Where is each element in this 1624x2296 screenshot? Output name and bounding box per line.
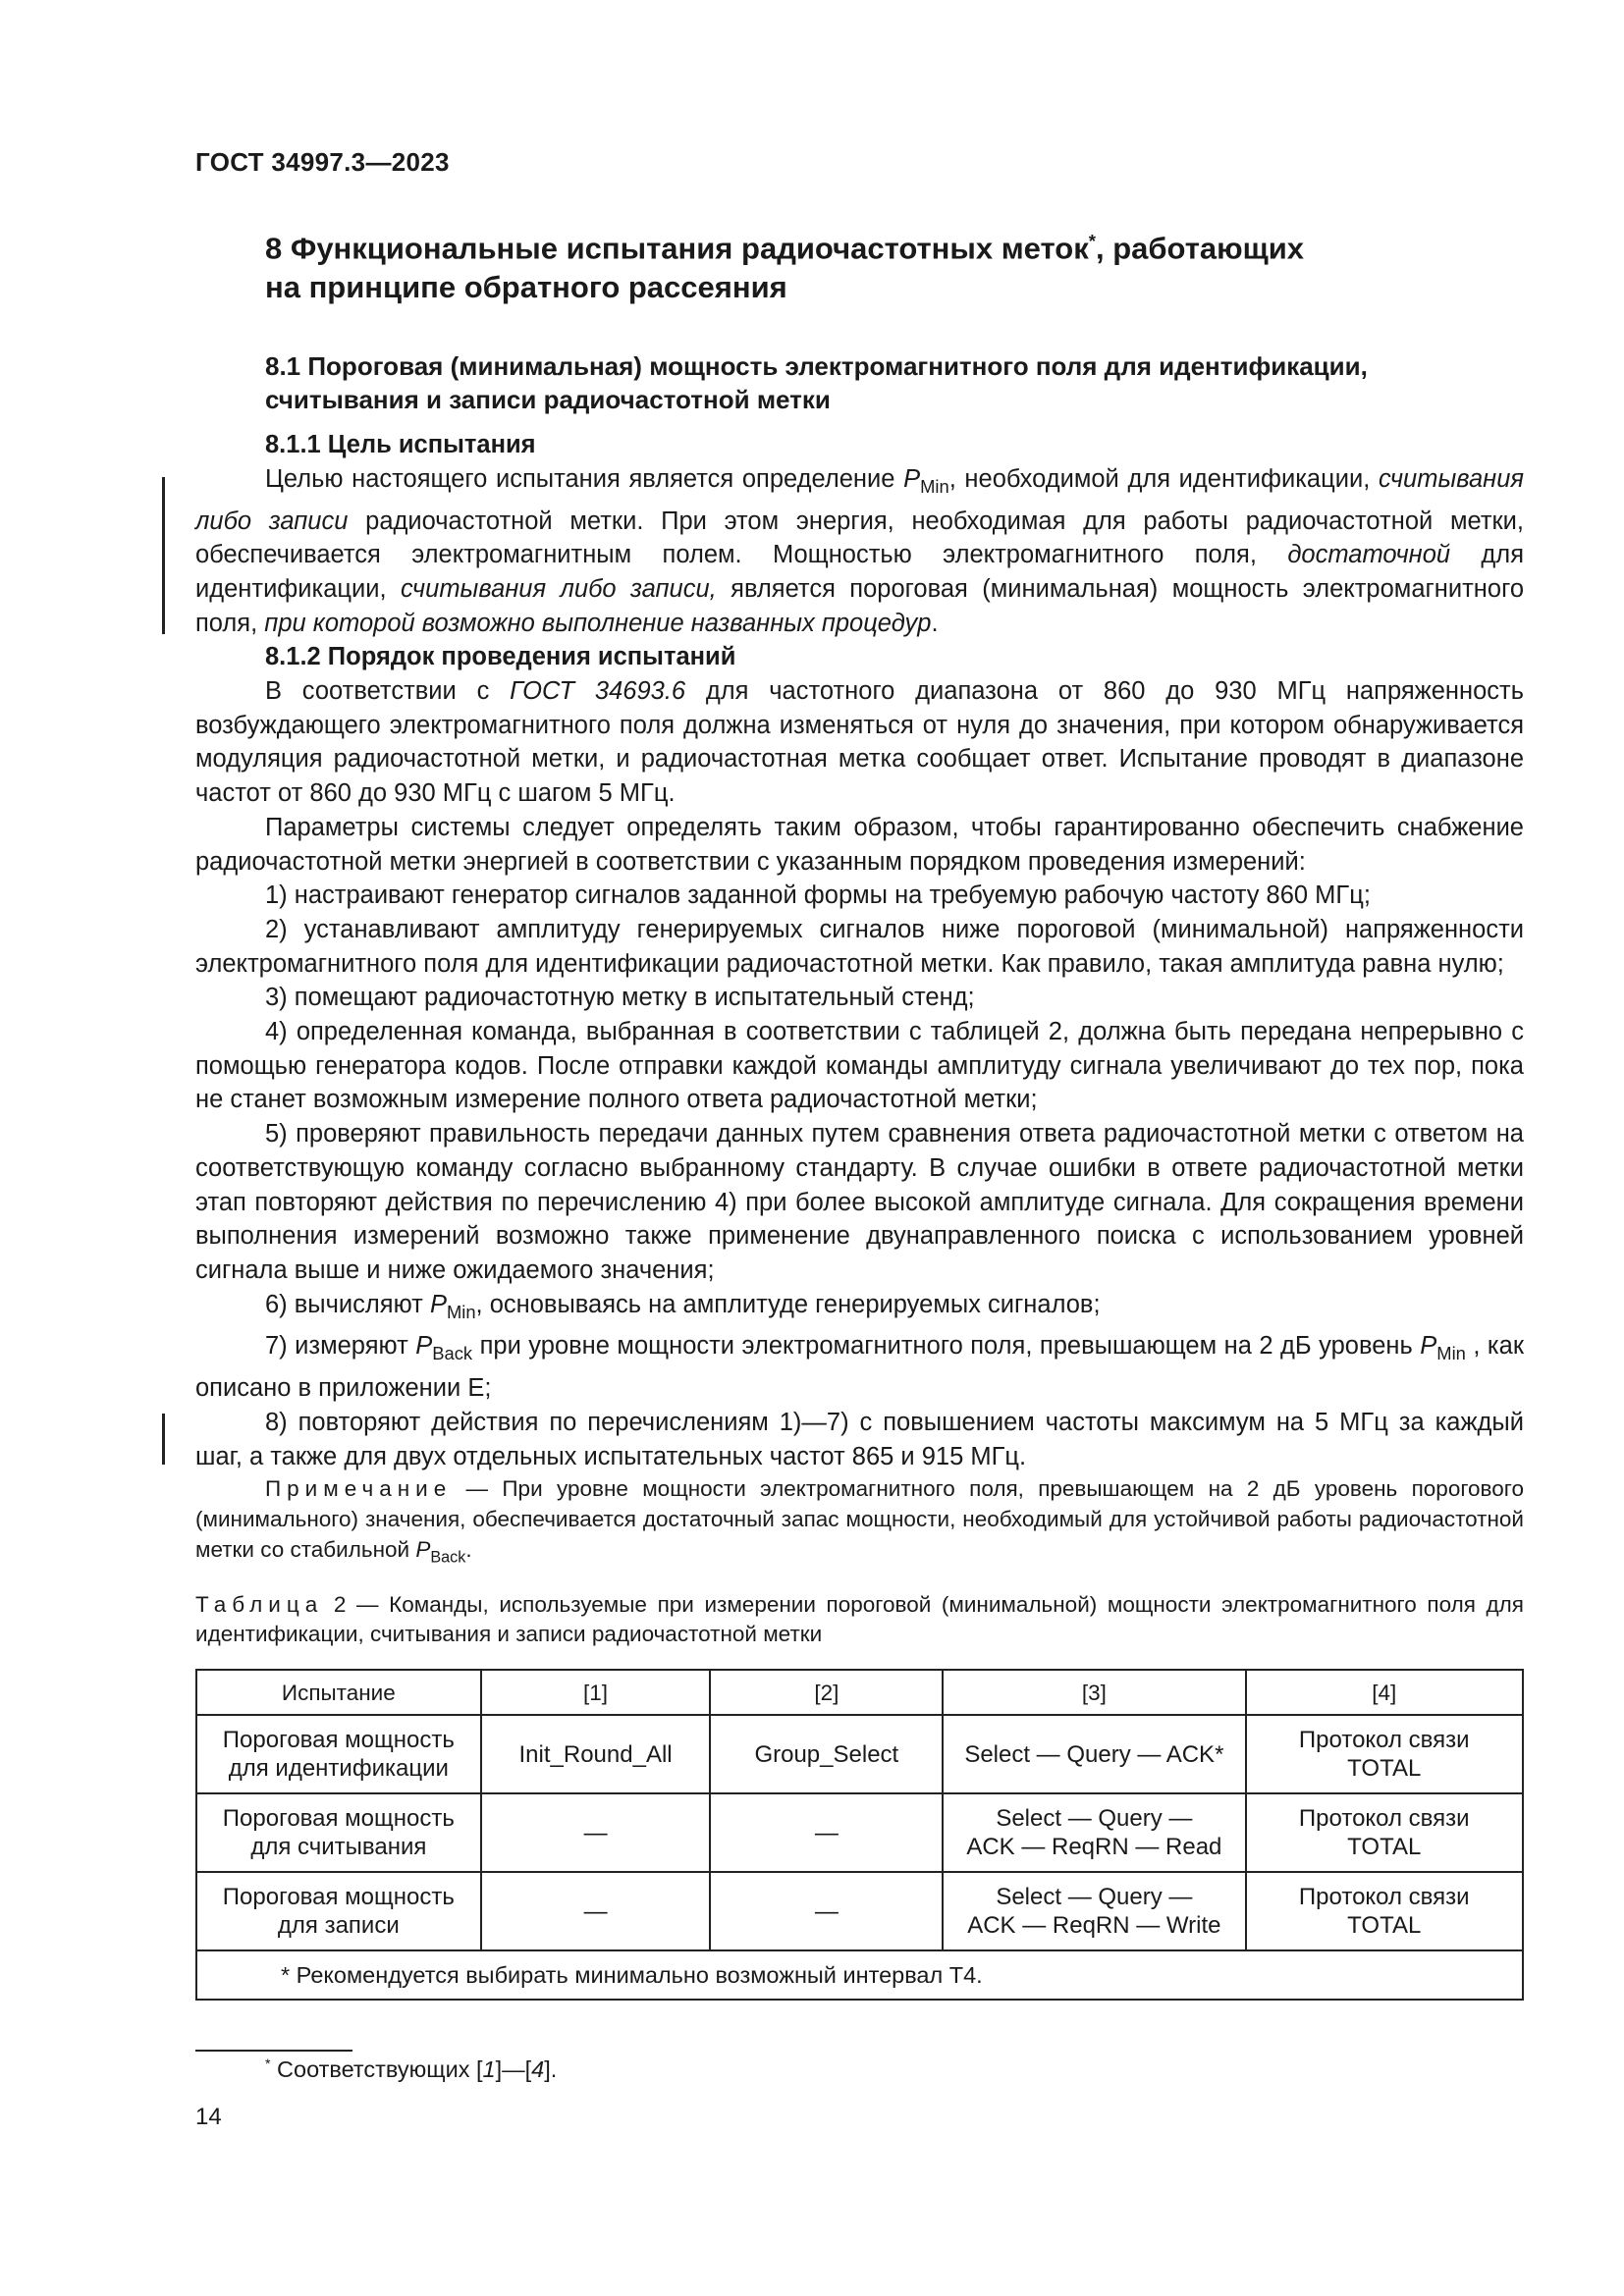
table-cell: — — [481, 1872, 711, 1950]
table-cell: Init_Round_All — [481, 1715, 711, 1793]
list-item: 4) определенная команда, выбранная в соответствии с таблицей 2, должна быть передана непрерывно с помощью генератора кодов. После отправки каждой команды амплитуду сигнала увеличивают до тех пор, пока не станет возможным измерение полного ответа радиочастотной метки; — [195, 1018, 1524, 1114]
table-row — [196, 1793, 1523, 1872]
change-bar — [162, 1414, 165, 1465]
table-cell: — — [710, 1793, 943, 1872]
table-footnote-row — [196, 1950, 1523, 2000]
table-caption: Таблица 2 — Команды, используемые при измерении пороговой (минимальной) мощности электромагнитного поля для идентификации, считывания и записи радиочастотной метки — [195, 1592, 1524, 1646]
table-cell: Select — Query — ACK — ReqRN — Write — [943, 1872, 1245, 1950]
heading-811: 8.1.1 Цель испытания — [265, 431, 536, 458]
page-footnote: * Соответствующих [1]—[4]. — [265, 2056, 558, 2082]
table-header-row — [196, 1670, 1523, 1715]
table-cell: — — [710, 1872, 943, 1950]
footnote-mark: * — [1088, 231, 1096, 251]
list-item: 2) устанавливают амплитуду генерируемых сигналов ниже пороговой (минимальной) напряженности электромагнитного поля для идентификации радиочастотной метки. Как правило, такая амплитуда равна нулю; — [195, 915, 1524, 978]
table-header: Испытание — [196, 1670, 481, 1715]
page-number: 14 — [195, 2104, 222, 2130]
list-item: 5) проверяют правильность передачи данных путем сравнения ответа радиочастотной метки с ответом на соответствующую команду согласно выбранному стандарту. В случае ошибки в ответе радиочастотной метки этап повторяют действия по перечислению 4) при более высокой амплитуде сигнала. Для сокращения времени выполнения измерений возможно также применение двунаправленного поиска с использованием уровней сигнала выше и ниже ожидаемого значения; — [195, 1120, 1524, 1284]
table-header: [3] — [943, 1670, 1245, 1715]
paragraph-goal: Целью настоящего испытания является определение $P_{Min}$, необходимой для идентификации, считывания либо записи радиочастотной метки. При этом энергия, необходимая для работы радиочастотной метки, обеспечивается электромагнитным полем. Мощностью электромагнитного поля, достаточной для идентификации, считывания либо записи, является пороговая (минимальная) мощность электромагнитного поля, при которой возможно выполнение названных процедур. — [195, 464, 1524, 637]
table-header: [1] — [481, 1670, 711, 1715]
table-cell: Пороговая мощность для идентификации — [196, 1715, 481, 1793]
commands-table — [195, 1669, 1524, 2001]
document-body — [195, 428, 1524, 1574]
note: Примечание — При уровне мощности электромагнитного поля, превышающем на 2 дБ уровень порогового (минимального) значения, обеспечивается достаточный запас мощности, необходимый для устойчивой работы радиочастотной метки со стабильной $P_{Back}$. — [195, 1476, 1524, 1567]
list-item: 7) измеряют $P_{Back}$ при уровне мощности электромагнитного поля, превышающем на 2 дБ уровень $P_{Min}$ , как описано в приложении Е; — [195, 1332, 1524, 1403]
table-row — [196, 1872, 1523, 1950]
table-footnote: * Рекомендуется выбирать минимально возможный интервал Т4. — [196, 1950, 1523, 2000]
table-cell: Пороговая мощность для считывания — [196, 1793, 481, 1872]
paragraph-parameters: Параметры системы следует определять таким образом, чтобы гарантированно обеспечить снабжение радиочастотной метки энергией в соответствии с указанным порядком проведения измерений: — [195, 813, 1524, 876]
standard-header: ГОСТ 34997.3—2023 — [195, 147, 450, 177]
table-cell: Select — Query — ACK* — [943, 1715, 1245, 1793]
subsection-title: 8.1 Пороговая (минимальная) мощность электромагнитного поля для идентификации, считывания и записи радиочастотной метки — [265, 351, 1368, 414]
table-cell: Group_Select — [710, 1715, 943, 1793]
footnote-divider — [195, 2050, 352, 2052]
table-cell: — — [481, 1793, 711, 1872]
table-cell: Select — Query — ACK — ReqRN — Read — [943, 1793, 1245, 1872]
section-title: 8 Функциональные испытания радиочастотных меток*, работающих на принципе обратного рассеяния — [265, 231, 1305, 305]
table-cell: Пороговая мощность для записи — [196, 1872, 481, 1950]
list-item: 1) настраивают генератор сигналов заданной формы на требуемую рабочую частоту 860 МГц; — [265, 881, 1371, 910]
list-item: 3) помещают радиочастотную метку в испытательный стенд; — [265, 984, 975, 1012]
table-header: [2] — [710, 1670, 943, 1715]
change-bar — [162, 477, 165, 634]
table-row — [196, 1715, 1523, 1793]
paragraph-procedure: В соответствии с ГОСТ 34693.6 для частотного диапазона от 860 до 930 МГц напряженность возбуждающего электромагнитного поля должна изменяться от нуля до значения, при котором обнаруживается модуляция радиочастотной метки, и радиочастотная метка сообщает ответ. Испытание проводят в диапазоне частот от 860 до 930 МГц с шагом 5 МГц. — [195, 677, 1524, 808]
table-cell: Протокол связи TOTAL — [1246, 1793, 1524, 1872]
list-item: 6) вычисляют $P_{Min}$, основываясь на амплитуде генерируемых сигналов; — [265, 1290, 1101, 1322]
table-cell: Протокол связи TOTAL — [1246, 1872, 1524, 1950]
heading-812: 8.1.2 Порядок проведения испытаний — [265, 643, 736, 671]
table-header: [4] — [1246, 1670, 1524, 1715]
list-item: 8) повторяют действия по перечислениям 1)—7) с повышением частоты максимум на 5 МГц за каждый шаг, а также для двух отдельных испытательных частот 865 и 915 МГц. — [195, 1408, 1524, 1470]
table-cell: Протокол связи TOTAL — [1246, 1715, 1524, 1793]
